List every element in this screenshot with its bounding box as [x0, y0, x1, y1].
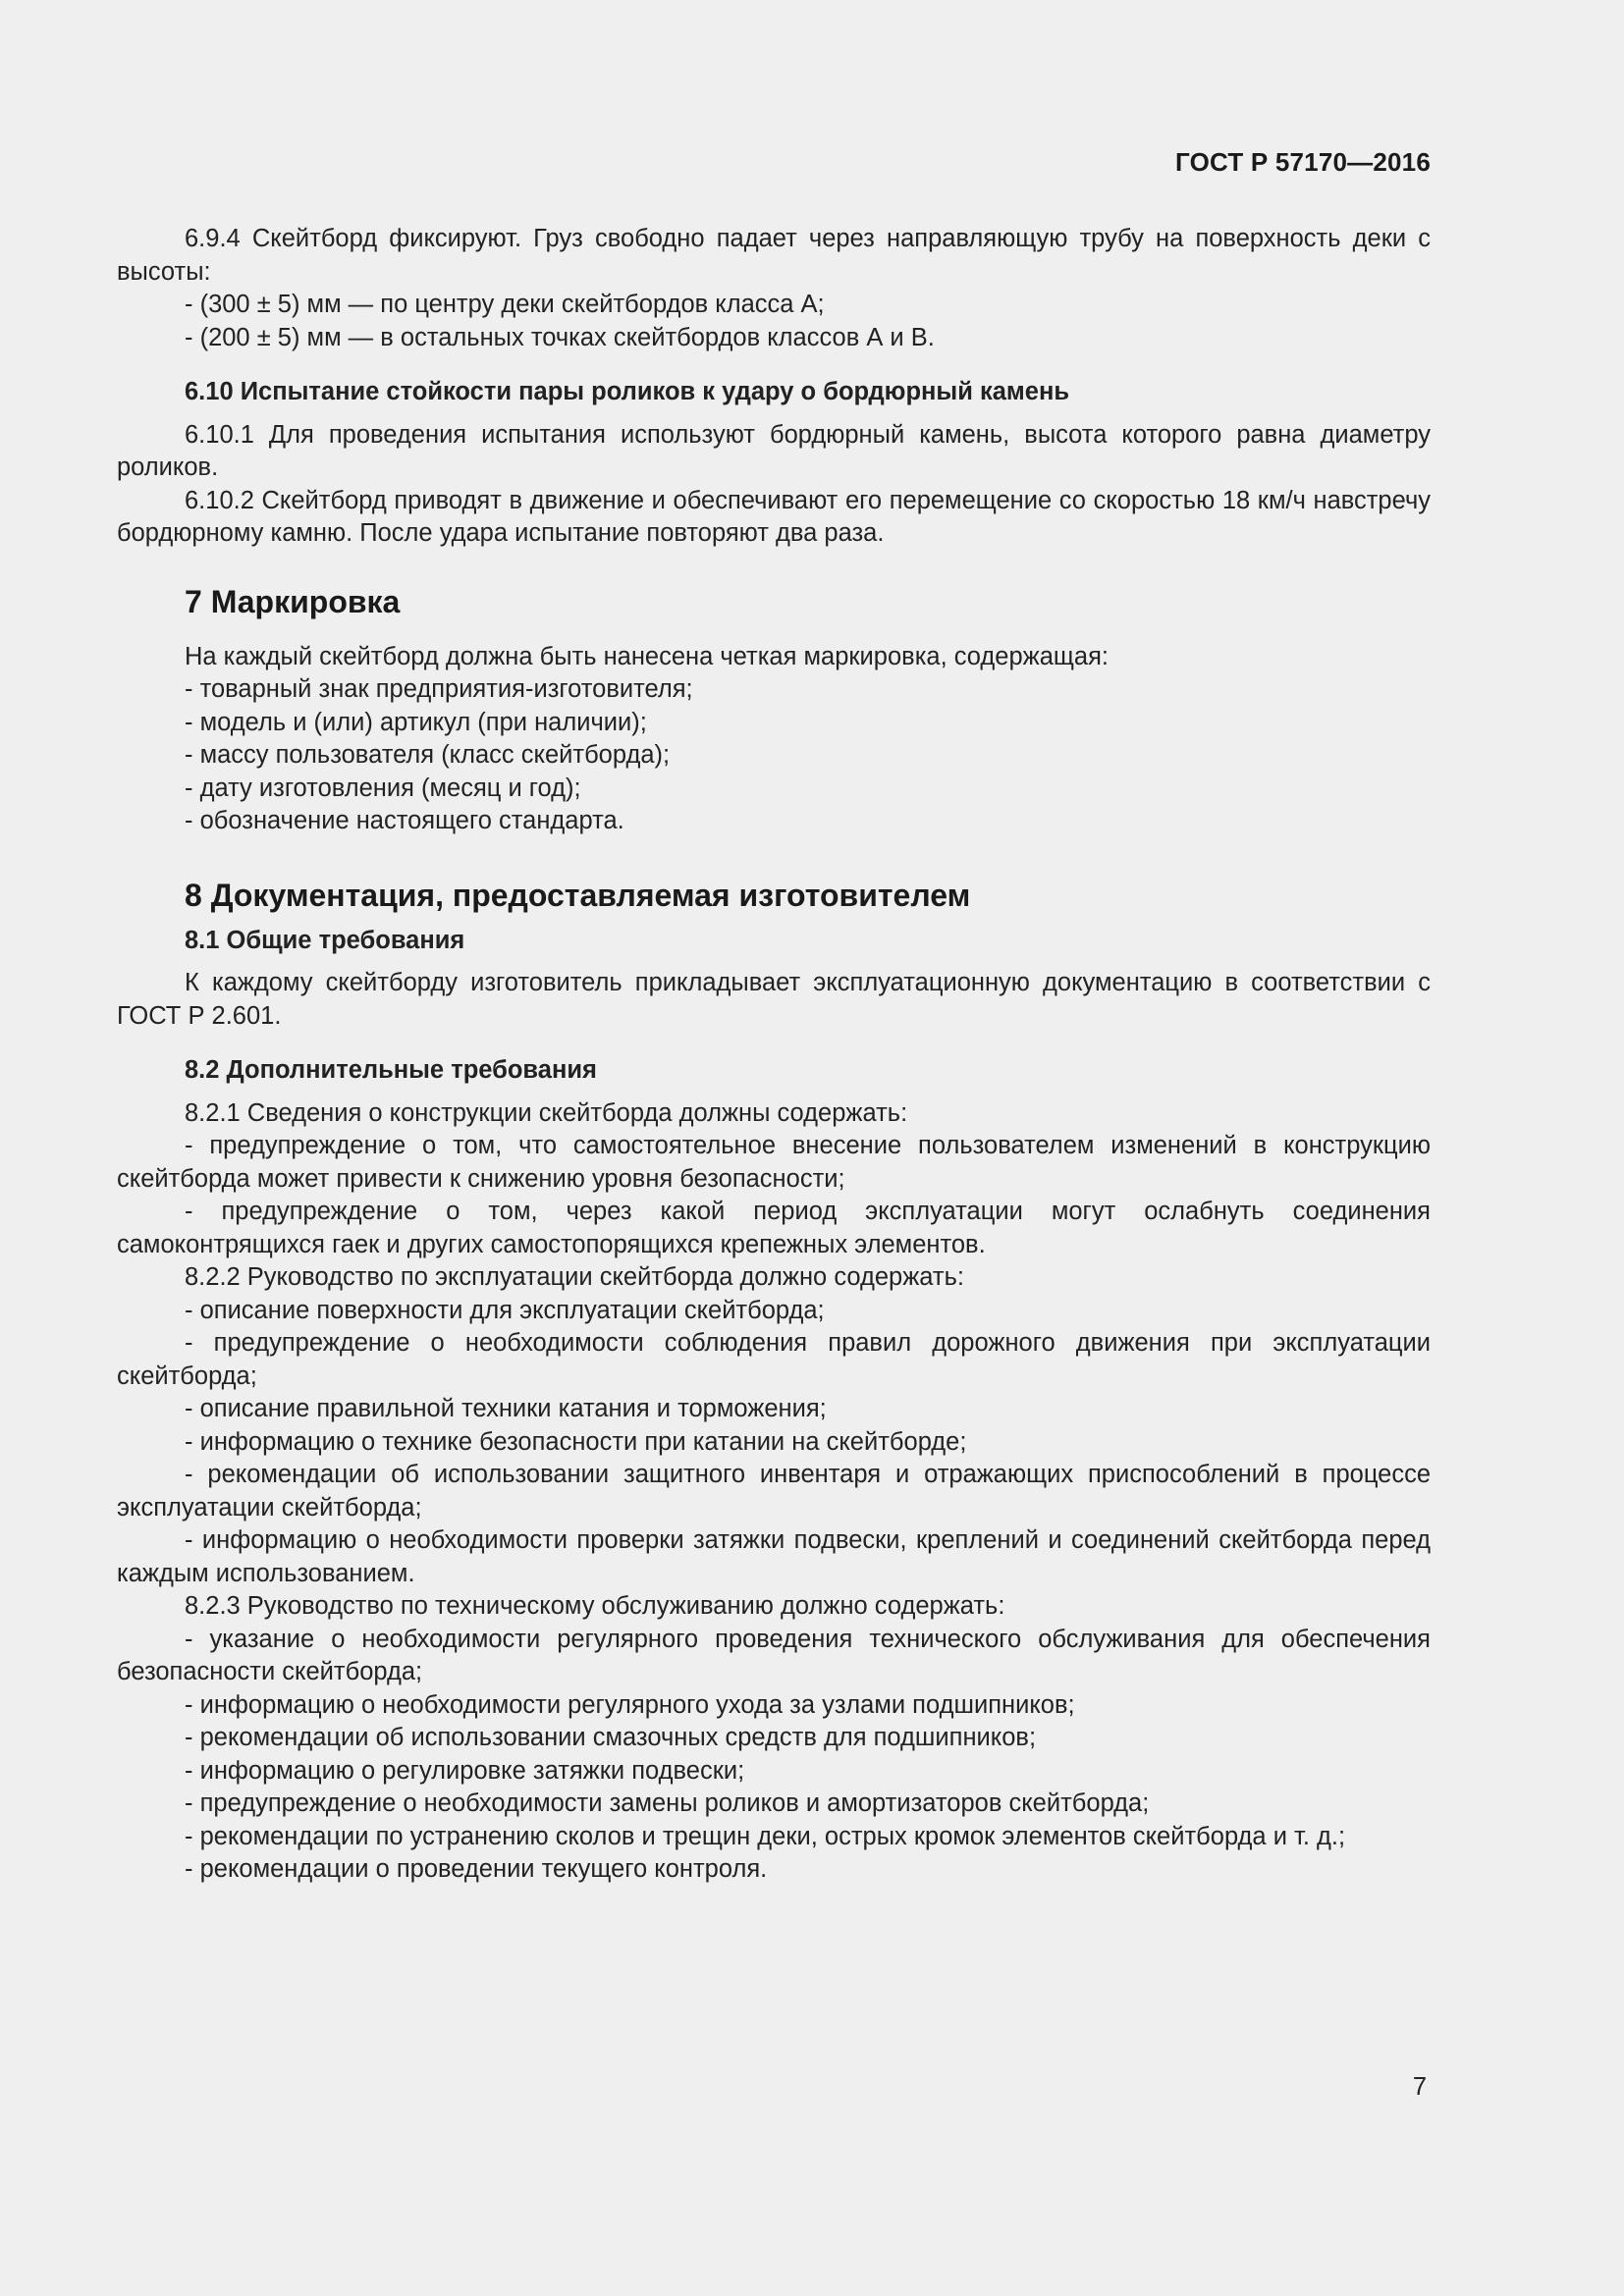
list-item: - информацию о необходимости проверки затяжки подвески, креплений и соединений скейтборда перед каждым использованием.: [117, 1526, 1431, 1587]
list-item: - предупреждение о том, что самостоятельное внесение пользователем изменений в конструкцию скейтборда может привести к снижению уровня безопасности;: [117, 1132, 1431, 1193]
list-item: - рекомендации об использовании смазочных средств для подшипников;: [185, 1724, 1037, 1751]
paragraph-6-10-1: 6.10.1 Для проведения испытания используют бордюрный камень, высота которого равна диаметру роликов.: [117, 420, 1431, 481]
document-body: [117, 223, 1431, 1887]
list-item: - информацию о необходимости регулярного ухода за узлами подшипников;: [185, 1690, 1075, 1719]
paragraph-6-10-2: 6.10.2 Скейтборд приводят в движение и обеспечивают его перемещение со скоростью 18 км/ч навстречу бордюрному камню. После удара испытание повторяют два раза.: [117, 486, 1431, 547]
paragraph-8-2-2: 8.2.2 Руководство по эксплуатации скейтборда должно содержать:: [185, 1263, 964, 1291]
list-item: - дату изготовления (месяц и год);: [185, 774, 581, 802]
list-item: - товарный знак предприятия-изготовителя;: [185, 675, 693, 703]
paragraph-8-2-1: 8.2.1 Сведения о конструкции скейтборда должны содержать:: [185, 1098, 908, 1127]
section-heading-8: 8 Документация, предоставляемая изготовителем: [185, 877, 971, 913]
paragraph-6-9-4: 6.9.4 Скейтборд фиксируют. Груз свободно падает через направляющую трубу на поверхность деки с высоты:: [117, 225, 1431, 286]
list-item: - модель и (или) артикул (при наличии);: [185, 708, 647, 736]
list-item: - рекомендации по устранению сколов и трещин деки, острых кромок элементов скейтборда и т. д.;: [185, 1822, 1346, 1850]
list-item: - информацию о технике безопасности при катании на скейтборде;: [185, 1427, 967, 1456]
list-item: - предупреждение о необходимости замены роликов и амортизаторов скейтборда;: [185, 1789, 1150, 1817]
paragraph-8-2-3: 8.2.3 Руководство по техническому обслуживанию должно содержать:: [185, 1592, 1005, 1620]
section-heading-8-1: 8.1 Общие требования: [185, 926, 465, 954]
list-item: - массу пользователя (класс скейтборда);: [185, 741, 671, 769]
list-item: - описание поверхности для эксплуатации скейтборда;: [185, 1296, 825, 1324]
list-item: - (300 ± 5) мм — по центру деки скейтбордов класса А;: [185, 291, 825, 318]
paragraph-7-intro: На каждый скейтборд должна быть нанесена четкая маркировка, содержащая:: [185, 642, 1109, 670]
page-number: 7: [1412, 2073, 1427, 2101]
list-item: - (200 ± 5) мм — в остальных точках скейтбордов классов А и В.: [185, 323, 935, 351]
section-heading-6-10: 6.10 Испытание стойкости пары роликов к удару о бордюрный камень: [185, 378, 1070, 405]
list-item: - рекомендации о проведении текущего контроля.: [185, 1855, 768, 1883]
document-header-id: ГОСТ Р 57170—2016: [1175, 147, 1431, 177]
list-item: - предупреждение о необходимости соблюдения правил дорожного движения при эксплуатации скейтборда;: [117, 1329, 1431, 1390]
list-item: - указание о необходимости регулярного проведения технического обслуживания для обеспечения безопасности скейтборда;: [117, 1625, 1431, 1685]
list-item: - информацию о регулировке затяжки подвески;: [185, 1756, 745, 1785]
list-item: - рекомендации об использовании защитного инвентаря и отражающих приспособлений в процессе эксплуатации скейтборда;: [117, 1461, 1431, 1522]
list-item: - описание правильной техники катания и торможения;: [185, 1395, 827, 1422]
section-heading-8-2: 8.2 Дополнительные требования: [185, 1056, 597, 1084]
paragraph-8-1: К каждому скейтборду изготовитель прикладывает эксплуатационную документацию в соответствии с ГОСТ Р 2.601.: [117, 969, 1431, 1030]
list-item: - предупреждение о том, через какой период эксплуатации могут ослабнуть соединения самоконтрящихся гаек и других самостопорящихся крепежных элементов.: [117, 1198, 1431, 1258]
list-item: - обозначение настоящего стандарта.: [185, 807, 624, 834]
section-heading-7: 7 Маркировка: [185, 583, 401, 619]
